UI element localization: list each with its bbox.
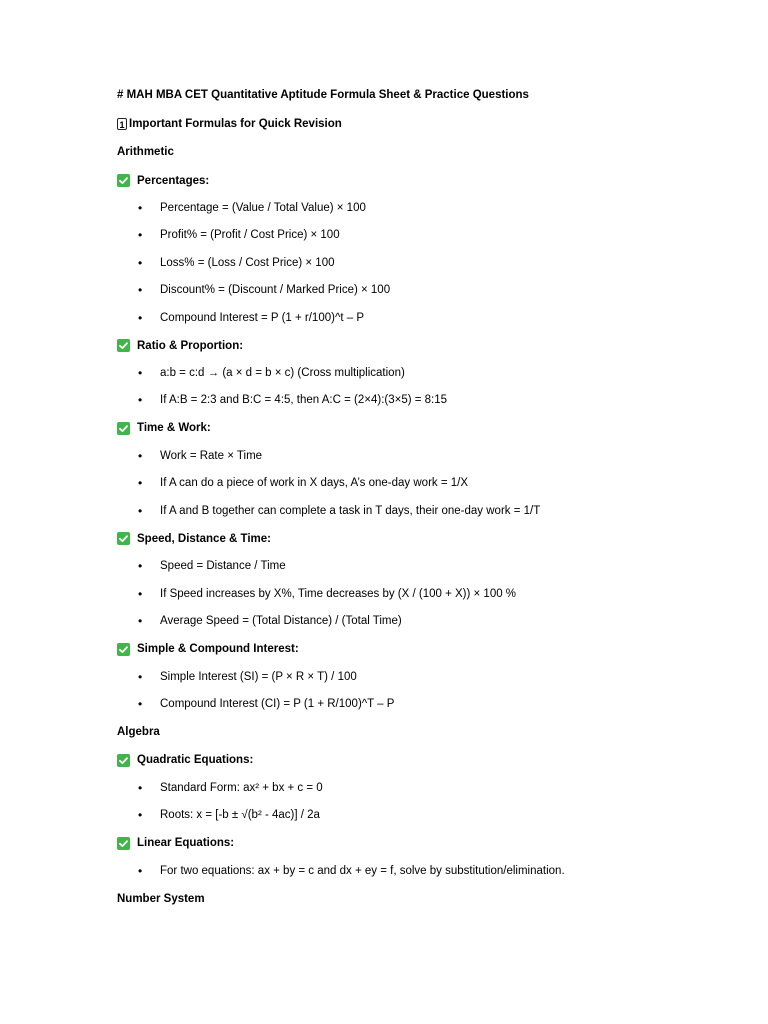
bullet-icon: • <box>138 503 143 518</box>
group-heading: Number System <box>117 892 205 905</box>
topic-heading <box>117 419 717 437</box>
formula-text: If Speed increases by X%, Time decreases by (X / (100 + X)) × 100 % <box>160 587 517 600</box>
check-mark-icon <box>117 643 130 656</box>
formula-item <box>117 281 717 299</box>
formula-list <box>117 557 717 630</box>
bullet-icon: • <box>138 228 143 243</box>
formula-text: Work = Rate × Time <box>160 449 263 462</box>
formula-text: Simple Interest (SI) = (P × R × T) / 100 <box>160 670 357 683</box>
formula-list <box>117 364 717 409</box>
bullet-icon: • <box>138 476 143 491</box>
group-heading: Algebra <box>117 725 160 738</box>
bullet-icon: • <box>138 393 143 408</box>
topic-heading <box>117 640 717 658</box>
formula-text: Speed = Distance / Time <box>160 560 286 573</box>
topic-title: Simple & Compound Interest: <box>137 643 299 656</box>
topic-title: Speed, Distance & Time: <box>137 532 271 545</box>
bullet-icon: • <box>138 780 143 795</box>
topic-heading <box>117 751 717 769</box>
formula-text: Compound Interest = P (1 + r/100)^t – P <box>160 311 364 324</box>
group-heading: Arithmetic <box>117 146 174 158</box>
formula-text: If A and B together can complete a task in T days, their one-day work = 1/T <box>160 504 541 517</box>
topic-heading <box>117 337 717 355</box>
number-one-icon: 1 <box>117 118 127 130</box>
topic-title: Ratio & Proportion: <box>137 339 244 352</box>
formula-text: For two equations: ax + by = c and dx + ey = f, solve by substitution/elimination. <box>160 864 565 877</box>
formula-text: Standard Form: ax² + bx + c = 0 <box>160 781 323 794</box>
topic-title: Quadratic Equations: <box>137 754 254 767</box>
formula-text: a:b = c:d → (a × d = b × c) (Cross multiplication) <box>160 367 405 380</box>
formula-item <box>117 226 717 244</box>
bullet-icon: • <box>138 255 143 270</box>
formula-text: Discount% = (Discount / Marked Price) × 100 <box>160 284 391 297</box>
topic-heading <box>117 530 717 548</box>
section-subtitle-text: Important Formulas for Quick Revision <box>129 117 342 130</box>
formula-item <box>117 309 717 327</box>
topic-title: Linear Equations: <box>137 837 235 850</box>
check-mark-icon <box>117 174 130 187</box>
topic-heading <box>117 172 717 190</box>
check-mark-icon <box>117 422 130 435</box>
bullet-icon: • <box>138 863 143 878</box>
check-mark-icon <box>117 754 130 767</box>
bullet-icon: • <box>138 669 143 684</box>
formula-text: If A can do a piece of work in X days, A’s one-day work = 1/X <box>160 477 469 490</box>
topic-title: Percentages: <box>137 174 210 187</box>
formula-item <box>117 557 717 575</box>
bullet-icon: • <box>138 448 143 463</box>
formula-item <box>117 364 717 382</box>
formula-list <box>117 668 717 713</box>
formula-item <box>117 612 717 630</box>
formula-item <box>117 585 717 603</box>
formula-item <box>117 806 717 824</box>
bullet-icon: • <box>138 586 143 601</box>
bullet-icon: • <box>138 696 143 711</box>
bullet-icon: • <box>138 614 143 629</box>
check-mark-icon <box>117 339 130 352</box>
bullet-icon: • <box>138 201 143 215</box>
topic-heading <box>117 834 717 852</box>
formula-text: Compound Interest (CI) = P (1 + R/100)^T – P <box>160 697 395 710</box>
formula-groups <box>117 143 717 908</box>
formula-text: Roots: x = [-b ± √(b² - 4ac)] / 2a <box>160 809 320 822</box>
formula-item <box>117 391 717 409</box>
formula-item <box>117 695 717 713</box>
check-mark-icon <box>117 837 130 850</box>
formula-item <box>117 668 717 686</box>
formula-item <box>117 862 717 880</box>
bullet-icon: • <box>138 283 143 298</box>
formula-text: Loss% = (Loss / Cost Price) × 100 <box>160 256 335 269</box>
formula-item <box>117 502 717 520</box>
bullet-icon: • <box>138 366 143 381</box>
formula-list <box>117 199 717 327</box>
formula-item <box>117 447 717 465</box>
formula-item <box>117 199 717 217</box>
check-mark-icon <box>117 532 130 545</box>
formula-text: Profit% = (Profit / Cost Price) × 100 <box>160 229 340 242</box>
formula-text: If A:B = 2:3 and B:C = 4:5, then A:C = (2×4):(3×5) = 8:15 <box>160 394 448 407</box>
section-subtitle <box>117 115 717 133</box>
bullet-icon: • <box>138 559 143 574</box>
formula-list <box>117 779 717 824</box>
bullet-icon: • <box>138 808 143 823</box>
formula-text: Percentage = (Value / Total Value) × 100 <box>160 202 366 214</box>
formula-item <box>117 779 717 797</box>
formula-list <box>117 447 717 520</box>
formula-item <box>117 474 717 492</box>
document-body <box>117 86 717 918</box>
bullet-icon: • <box>138 310 143 325</box>
document-title: # MAH MBA CET Quantitative Aptitude Formula Sheet & Practice Questions <box>117 89 529 101</box>
formula-text: Average Speed = (Total Distance) / (Total Time) <box>160 615 402 628</box>
formula-list <box>117 862 717 880</box>
formula-item <box>117 254 717 272</box>
topic-title: Time & Work: <box>137 422 211 435</box>
